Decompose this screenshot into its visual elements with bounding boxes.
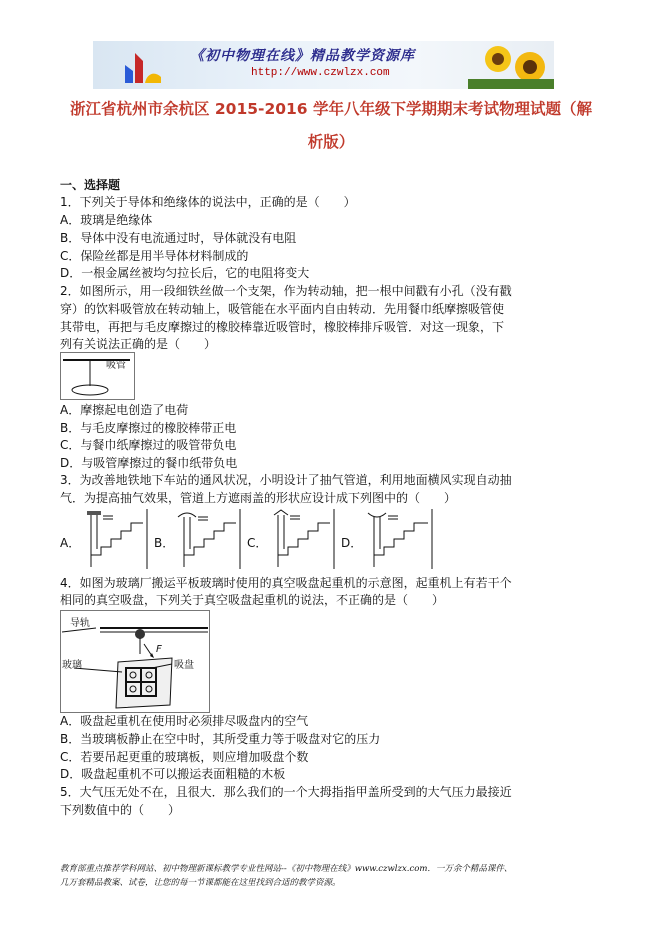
q4-figure-crane	[60, 610, 210, 713]
q4-line2: 相同的真空吸盘，下列关于真空吸盘起重机的说法，不正确的是（ ）	[60, 593, 445, 607]
q3-option-d-label: D．	[341, 536, 363, 550]
section-heading: 一、选择题	[60, 178, 121, 192]
q4-option-b: B．当玻璃板静止在空中时，其所受重力等于吸盘对它的压力	[60, 732, 381, 746]
q4-figure-rail-label: 导轨	[70, 618, 90, 629]
doc-title-line2: 析版）	[307, 133, 355, 151]
q4-figure-glass-label: 玻璃	[62, 660, 82, 671]
site-logo-icon	[121, 43, 165, 87]
q4-option-c: C．若要吊起更重的玻璃板，则应增加吸盘个数	[60, 750, 309, 764]
banner-url[interactable]: http://www.czwlzx.com	[251, 67, 390, 79]
sunflower-icon	[468, 41, 554, 89]
q3-figure-c	[264, 509, 336, 569]
q1-stem: 1．下列关于导体和绝缘体的说法中，正确的是（ ）	[60, 195, 356, 209]
q5-line2: 下列数值中的（ ）	[60, 803, 181, 817]
q3-option-a-label: A．	[60, 536, 81, 550]
q4-line1: 4．如图为玻璃厂搬运平板玻璃时使用的真空吸盘起重机的示意图，起重机上有若干个	[60, 576, 512, 590]
q4-option-d: D．吸盘起重机不可以搬运表面粗糙的木板	[60, 767, 286, 781]
q2-figure-straw	[60, 352, 135, 400]
q2-line4: 列有关说法正确的是（ ）	[60, 337, 217, 351]
q5-line1: 5．大气压无处不在，且很大．那么我们的一个大拇指指甲盖所受到的大气压力最接近	[60, 785, 512, 799]
q3-option-b-label: B．	[154, 536, 175, 550]
footer-line2: 几万套精品教案、试卷，让您的每一节课都能在这里找到合适的教学资源。	[60, 878, 341, 888]
doc-title-line1: 浙江省杭州市余杭区 2015-2016 学年八年级下学期期末考试物理试题（解	[69, 100, 592, 118]
banner-title: 《初中物理在线》精品教学资源库	[190, 48, 415, 64]
q3-line1: 3．为改善地铁地下车站的通风状况，小明设计了抽气管道，利用地面横风实现自动抽	[60, 473, 512, 487]
q1-option-b: B．导体中没有电流通过时，导体就没有电阻	[60, 231, 297, 245]
q3-option-c-label: C．	[247, 536, 268, 550]
q3-figure-b	[170, 509, 242, 569]
q2-line3: 其带电，再把与毛皮摩擦过的橡胶棒靠近吸管时，橡胶棒排斥吸管．对这一现象，下	[60, 320, 505, 334]
q4-option-a: A．吸盘起重机在使用时必须排尽吸盘内的空气	[60, 714, 309, 728]
q2-figure-label: 吸管	[106, 360, 126, 371]
q4-figure-force-label: F	[156, 644, 162, 655]
q2-option-c: C．与餐巾纸摩擦过的吸管带负电	[60, 438, 237, 452]
site-banner	[93, 41, 554, 89]
q2-line1: 2．如图所示，用一段细铁丝做一个支架，作为转动轴，把一根中间戳有小孔（没有戳	[60, 284, 512, 298]
q1-option-d: D．一根金属丝被均匀拉长后，它的电阻将变大	[60, 266, 310, 280]
q4-figure-cup-label: 吸盘	[174, 660, 194, 671]
q1-option-c: C．保险丝都是用半导体材料制成的	[60, 249, 249, 263]
q2-option-d: D．与吸管摩擦过的餐巾纸带负电	[60, 456, 238, 470]
q3-figure-a	[77, 509, 149, 569]
q2-option-a: A．摩擦起电创造了电荷	[60, 403, 189, 417]
footer-line1: 教育部重点推荐学科网站、初中物理新课标教学专业性网站--《初中物理在线》www.czwlzx.com．一万余个精品课件、	[60, 864, 513, 874]
q1-option-a: A．玻璃是绝缘体	[60, 213, 153, 227]
q2-line2: 穿）的饮料吸管放在转动轴上，吸管能在水平面内自由转动．先用餐巾纸摩擦吸管使	[60, 302, 505, 316]
q3-line2: 气．为提高抽气效果，管道上方遮雨盖的形状应设计成下列图中的（ ）	[60, 491, 457, 505]
q3-figure-d	[358, 509, 434, 569]
q2-option-b: B．与毛皮摩擦过的橡胶棒带正电	[60, 421, 237, 435]
